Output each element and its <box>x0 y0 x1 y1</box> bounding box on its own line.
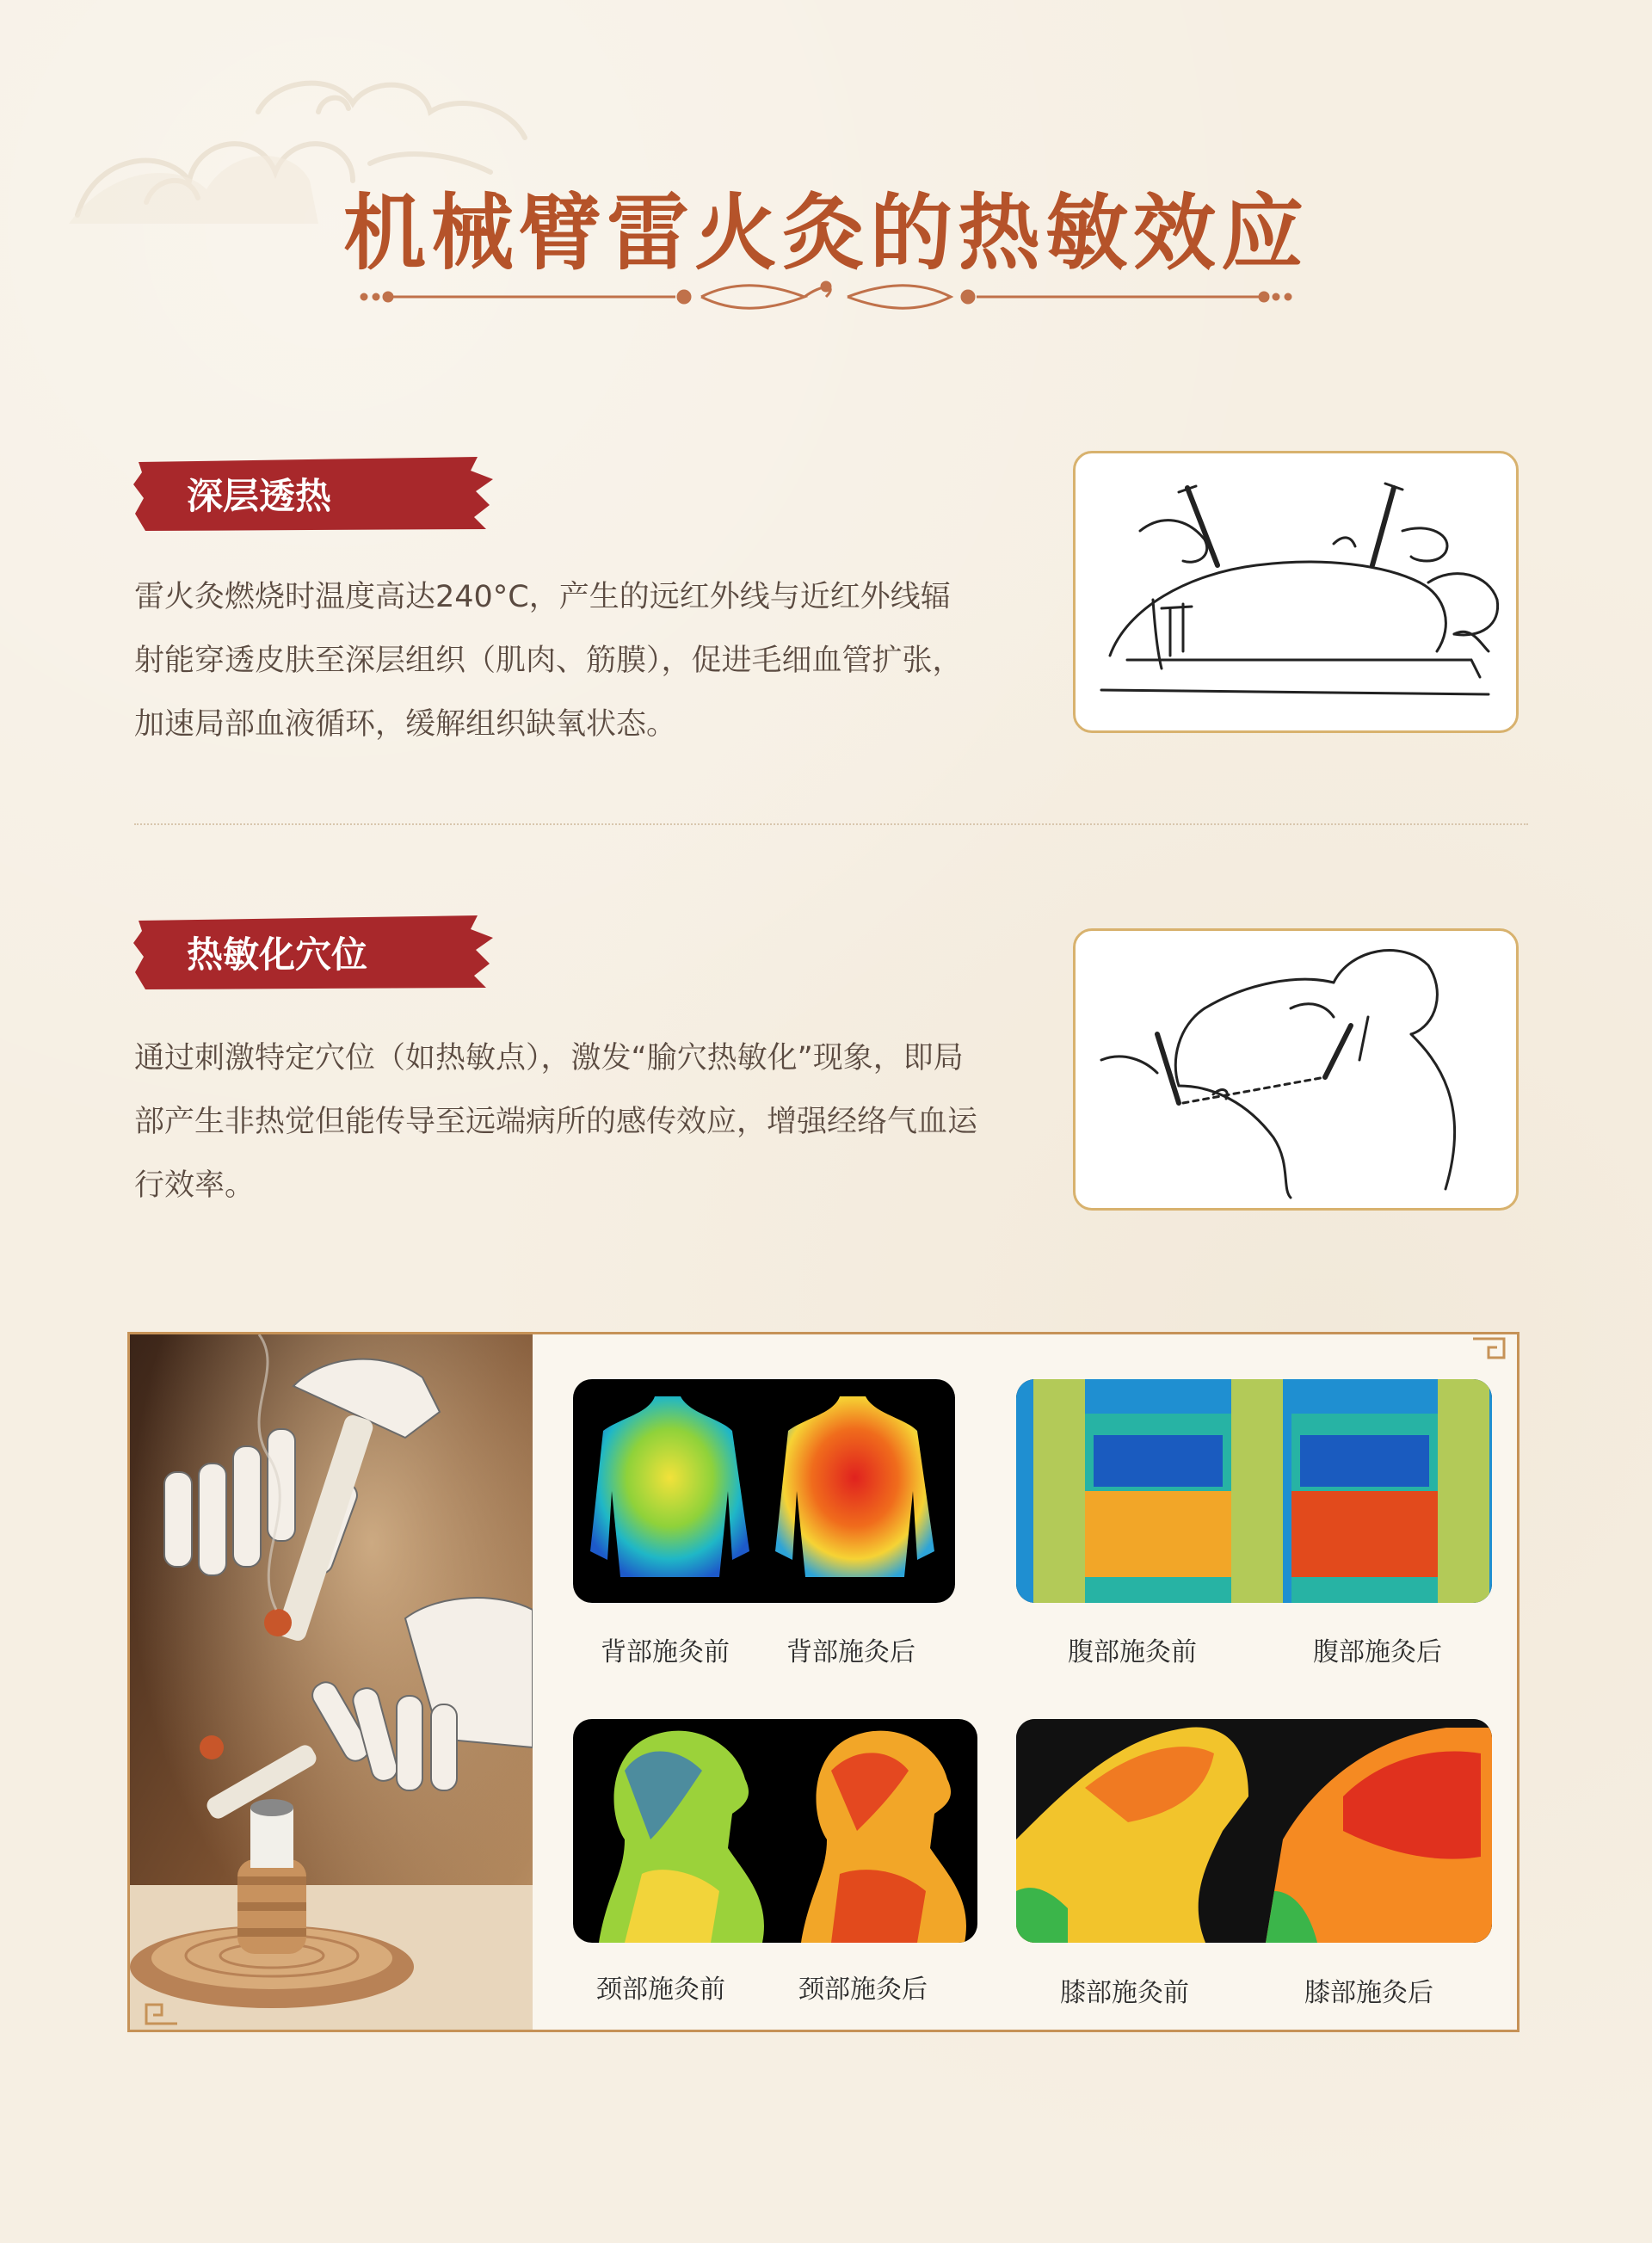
caption-neck-before: 颈部施灸前 <box>596 1975 725 2005</box>
section-body-heat-sensitive-points: 通过刺激特定穴位（如热敏点），激发“腧穴热敏化”现象，即局部产生非热觉但能传导至远端病所的感传效应，增强经络气血运行效率。 <box>134 1041 978 1203</box>
caption-back-after: 背部施灸后 <box>786 1637 915 1667</box>
section-tag-label: 热敏化穴位 <box>187 934 368 976</box>
back-moxibustion-sketch-image <box>1076 453 1516 730</box>
thermal-knee-shoulders-image <box>1016 1719 1492 1943</box>
section-tag-deep-heat <box>133 453 495 534</box>
caption-abdomen-after: 腹部施灸后 <box>1313 1637 1442 1667</box>
caption-back-before: 背部施灸前 <box>601 1637 730 1667</box>
corner-ornament-icon <box>1471 1335 1506 1361</box>
page-title: 机械臂雷火灸的热敏效应 <box>343 184 1309 281</box>
section-tag-label: 深层透热 <box>187 475 332 517</box>
title-ornament-divider <box>357 280 1295 314</box>
sketch-back-moxibustion <box>1073 451 1519 733</box>
thermal-abdomen-image <box>1016 1379 1492 1603</box>
caption-knee-before: 膝部施灸前 <box>1060 1978 1189 2008</box>
section-body-deep-heat: 雷火灸燃烧时温度高达240°C，产生的远红外线与近红外线辐射能穿透皮肤至深层组织（肌肉、筋膜），促进毛细血管扩张，加速局部血液循环，缓解组织缺氧状态。 <box>134 580 963 742</box>
thermal-knee-image <box>1016 1719 1492 1943</box>
corner-ornament-icon <box>145 2001 179 2027</box>
sketch-neck-moxibustion <box>1073 928 1519 1211</box>
thermal-neck-profiles-image <box>573 1719 977 1943</box>
caption-knee-after: 膝部施灸后 <box>1304 1978 1433 2008</box>
robot-arm-photo-image <box>130 1334 533 2030</box>
thermal-back-torsos-image <box>573 1379 955 1603</box>
thermal-neck-image <box>573 1719 977 1943</box>
caption-abdomen-before: 腹部施灸前 <box>1068 1637 1197 1667</box>
thermal-back-image <box>573 1379 955 1603</box>
section-tag-heat-sensitive-points <box>133 912 495 993</box>
caption-neck-after: 颈部施灸后 <box>798 1975 928 2005</box>
section-divider <box>134 823 1528 825</box>
thermal-abdomen-torsos-image <box>1016 1379 1492 1603</box>
neck-moxibustion-sketch-image <box>1076 931 1516 1208</box>
robot-arm-moxibustion-photo <box>130 1334 533 2030</box>
